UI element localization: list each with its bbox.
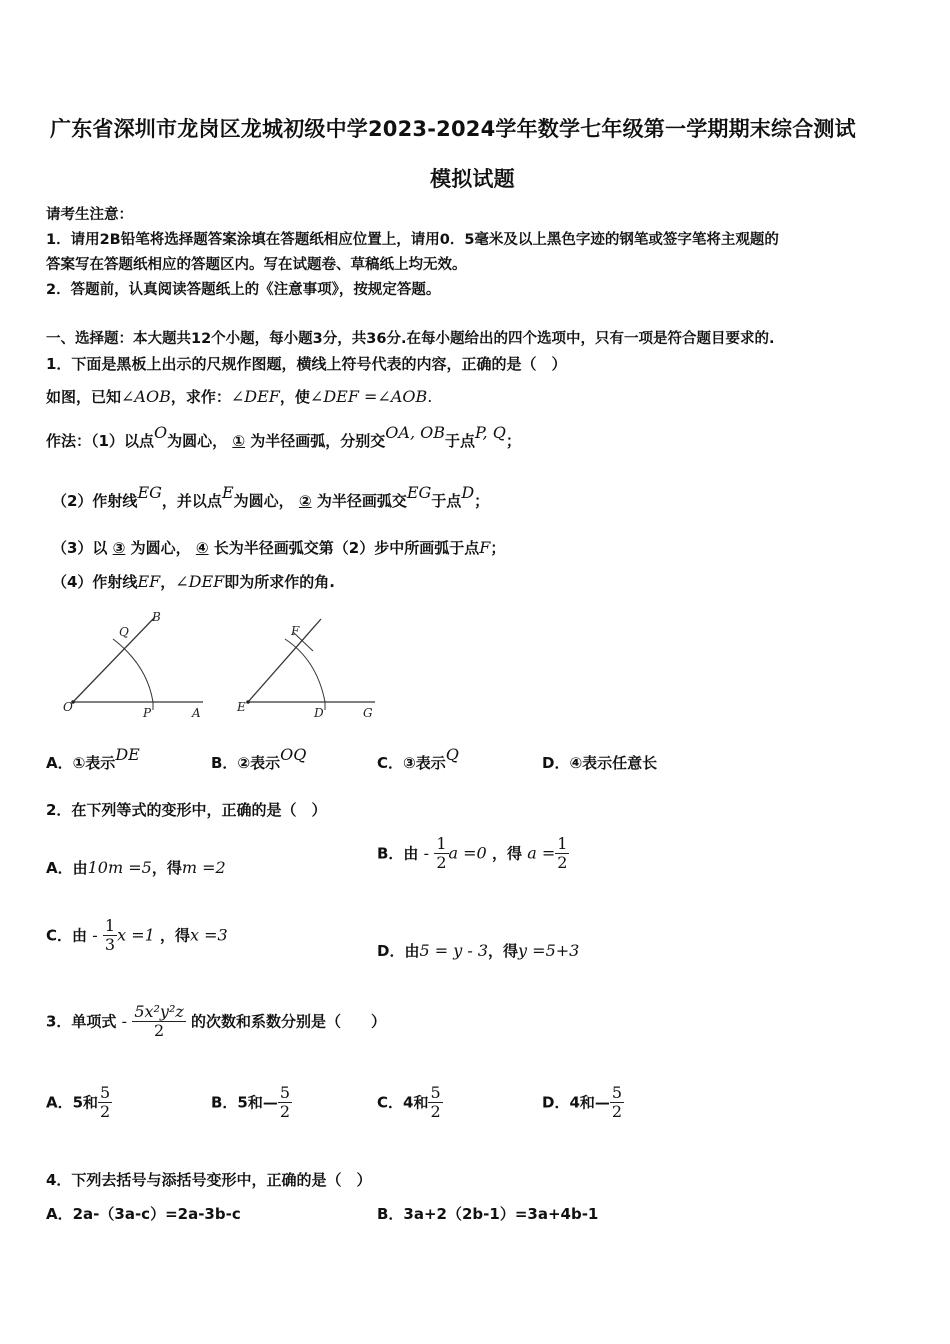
- q2-option-a[interactable]: A．由10m =5，得m =2: [46, 858, 226, 877]
- blank-4: ④: [195, 539, 209, 557]
- blank-1: ①: [232, 432, 246, 450]
- q4-option-a[interactable]: A．2a-（3a-c）=2a-3b-c: [46, 1205, 241, 1223]
- notice-item-1a: 1．请用2B铅笔将选择题答案涂填在答题纸相应位置上，请用0．5毫米及以上黑色字迹的钢笔或签字笔将主观题的: [46, 232, 779, 248]
- q1-stem: 1．下面是黑板上出示的尺规作图题，横线上符号代表的内容，正确的是（ ）: [46, 355, 567, 373]
- label-a: A: [192, 706, 201, 720]
- label-e: E: [237, 700, 246, 714]
- fraction: $\frac{1}{2}$: [436, 834, 447, 873]
- doc-title-line2: 模拟试题: [430, 167, 515, 191]
- label-g: G: [363, 706, 373, 720]
- point-e: [246, 700, 250, 704]
- q1-option-d[interactable]: D．④表示任意长: [542, 754, 658, 772]
- section-heading: 一、选择题：本大题共12个小题，每小题3分，共36分.在每小题给出的四个选项中，只有一项是符合题目要求的.: [46, 331, 775, 347]
- fraction: $\frac{5}{2}$: [279, 1083, 291, 1122]
- q2-option-b[interactable]: B．由 - $\frac{1}{2}$ a =0 ，得 a = $\frac{1}{2}$: [377, 834, 568, 873]
- blank-3: ③: [112, 539, 126, 557]
- fraction: $\frac{5}{2}$: [430, 1083, 441, 1122]
- q1-step3: （3）以 ③ 为圆心， ④ 长为半径画弧交第（2）步中所画弧于点F；: [52, 538, 506, 557]
- q1-step4: （4）作射线EF，∠DEF即为所求作的角.: [52, 572, 335, 591]
- label-d: D: [314, 706, 324, 720]
- notice-item-2: 2．答题前，认真阅读答题纸上的《注意事项》，按规定答题。: [46, 282, 441, 298]
- label-q: Q: [119, 625, 129, 639]
- label-p: P: [143, 706, 152, 720]
- q3-option-b[interactable]: B．5和— $\frac{5}{2}$: [211, 1083, 291, 1122]
- ray-ef: [248, 619, 321, 702]
- ray-ob: [73, 617, 155, 702]
- fraction: $\frac{5}{2}$: [100, 1083, 111, 1122]
- doc-title-line1: 广东省深圳市龙岗区龙城初级中学2023-2024学年数学七年级第一学期期末综合测试: [50, 117, 856, 141]
- q2-stem: 2．在下列等式的变形中，正确的是（ ）: [46, 801, 327, 819]
- q3-option-a[interactable]: A．5和 $\frac{5}{2}$: [46, 1083, 111, 1122]
- q1-given: 如图，已知∠AOB，求作：∠DEF，使∠DEF =∠AOB.: [46, 387, 433, 406]
- label-f: F: [291, 624, 300, 638]
- notice-item-1b: 答案写在答题纸相应的答题区内。写在试题卷、草稿纸上均无效。: [46, 257, 467, 273]
- notice-heading: 请考生注意：: [46, 207, 133, 223]
- monomial-fraction: $\frac{\text{5x²y²z}}{2}$: [134, 1002, 184, 1041]
- q3-stem: 3．单项式 - $\frac{\text{5x²y²z}}{2}$ 的次数和系数分别是（ ）: [46, 1002, 387, 1041]
- fraction: $\frac{1}{3}$: [104, 916, 116, 955]
- q2-option-c[interactable]: C．由 - $\frac{1}{3}$ x =1 ，得x =3: [46, 916, 228, 955]
- label-b: B: [152, 610, 161, 624]
- q2-option-d[interactable]: D．由5 = y - 3，得y =5+3: [377, 941, 580, 960]
- fraction: $\frac{5}{2}$: [611, 1083, 623, 1122]
- figure-angle-aob: [63, 610, 203, 720]
- q1-option-c[interactable]: C．③表示Q: [377, 745, 459, 772]
- arc-d: [285, 639, 325, 710]
- q1-figures: [55, 605, 385, 730]
- figure-angle-def: [236, 619, 375, 720]
- q3-option-c[interactable]: C．4和 $\frac{5}{2}$: [377, 1083, 441, 1122]
- fraction: $\frac{1}{2}$: [557, 834, 568, 873]
- q4-option-b[interactable]: B．3a+2（2b-1）=3a+4b-1: [377, 1205, 599, 1223]
- q1-step2: （2）作射线EG，并以点E为圆心， ② 为半径画弧交EG于点D；: [52, 483, 490, 510]
- q3-option-d[interactable]: D．4和— $\frac{5}{2}$: [542, 1083, 623, 1122]
- label-o: O: [63, 700, 73, 714]
- blank-2: ②: [298, 492, 312, 510]
- q1-step1: 作法：（1）以点O为圆心， ① 为半径画弧，分别交OA, OB于点P, Q；: [46, 423, 521, 450]
- q1-option-a[interactable]: A．①表示DE: [46, 745, 140, 772]
- q4-stem: 4．下列去括号与添括号变形中，正确的是（ ）: [46, 1171, 372, 1189]
- q1-option-b[interactable]: B．②表示OQ: [211, 745, 307, 772]
- arc-pq: [113, 639, 153, 710]
